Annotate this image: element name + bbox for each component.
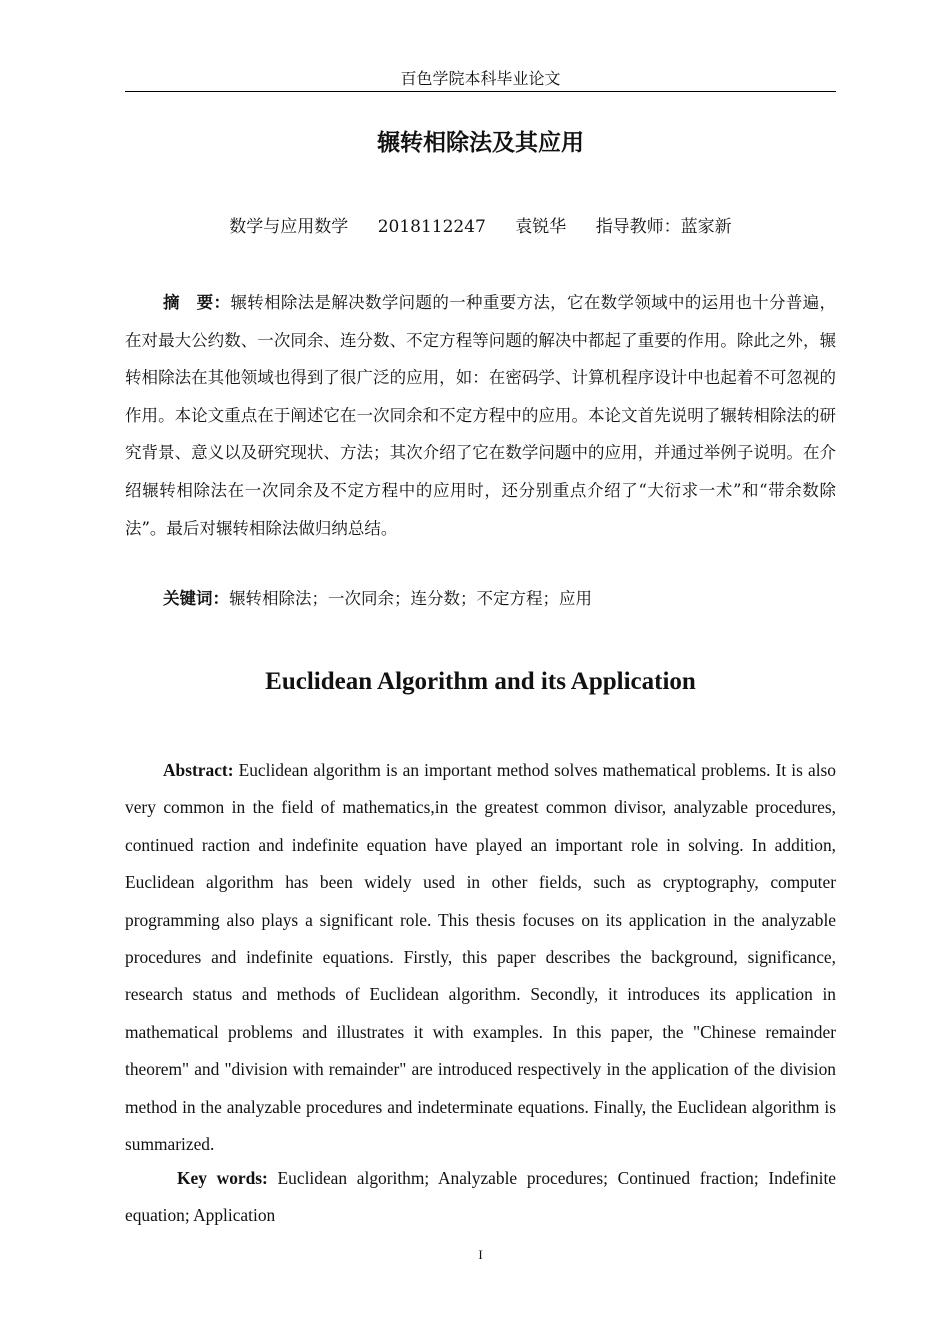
author-student-id: 2018112247 — [377, 217, 486, 237]
english-abstract — [125, 752, 836, 1163]
header-rule — [125, 91, 836, 92]
chinese-keywords-label: 关键词： — [163, 589, 229, 608]
english-abstract-text: Euclidean algorithm is an important method solves mathematical problems. It is also very common in the field of mathematics,in the greatest common divisor, analyzable procedures, continued raction and indefinite equation have played an important role in solving. In addition, Euclidean algorithm has been widely used in other fields, such as cryptography, computer programming also plays a significant role. This thesis focuses on its application in the analyzable procedures and indefinite equations. Firstly, this paper describes the background, significance, research status and methods of Euclidean algorithm. Secondly, it introduces its application in mathematical problems and illustrates it with examples. In this paper, the "Chinese remainder theorem" and "division with remainder" are introduced respectively in the application of the division method in the analyzable procedures and indeterminate equations. Finally, the Euclidean algorithm is summarized. — [125, 760, 836, 1155]
chinese-keywords-text: 辗转相除法；一次同余；连分数；不定方程；应用 — [229, 589, 592, 608]
page-number: I — [478, 1247, 483, 1262]
running-header: 百色学院本科毕业论文 — [400, 69, 561, 88]
english-keywords-text: Euclidean algorithm; Analyzable procedures; Continued fraction; Indefinite equation; Application — [125, 1168, 836, 1226]
chinese-keywords — [125, 580, 836, 617]
chinese-abstract-text: 辗转相除法是解决数学问题的一种重要方法，它在数学领域中的运用也十分普遍，在对最大公约数、一次同余、连分数、不定方程等问题的解决中都起了重要的作用。除此之外，辗转相除法在其他领域也得到了很广泛的应用，如：在密码学、计算机程序设计中也起着不可忽视的作用。本论文重点在于阐述它在一次同余和不定方程中的应用。本论文首先说明了辗转相除法的研究背景、意义以及研究现状、方法；其次介绍了它在数学问题中的应用，并通过举例子说明。在介绍辗转相除法在一次同余及不定方程中的应用时，还分别重点介绍了“大衍求一术”和“带余数除法”。最后对辗转相除法做归纳总结。 — [125, 293, 837, 538]
chinese-abstract-label: 摘 要： — [163, 293, 231, 312]
author-name: 袁锐华 — [515, 217, 567, 237]
english-abstract-label: Abstract: — [163, 760, 234, 780]
english-title: Euclidean Algorithm and its Application — [265, 668, 696, 695]
chinese-title: 辗转相除法及其应用 — [377, 130, 584, 156]
english-keywords — [125, 1160, 836, 1235]
chinese-abstract — [125, 284, 836, 547]
author-major: 数学与应用数学 — [229, 217, 349, 237]
author-advisor: 指导教师：蓝家新 — [595, 217, 732, 237]
author-info — [125, 214, 836, 240]
english-keywords-label: Key words: — [177, 1168, 268, 1188]
